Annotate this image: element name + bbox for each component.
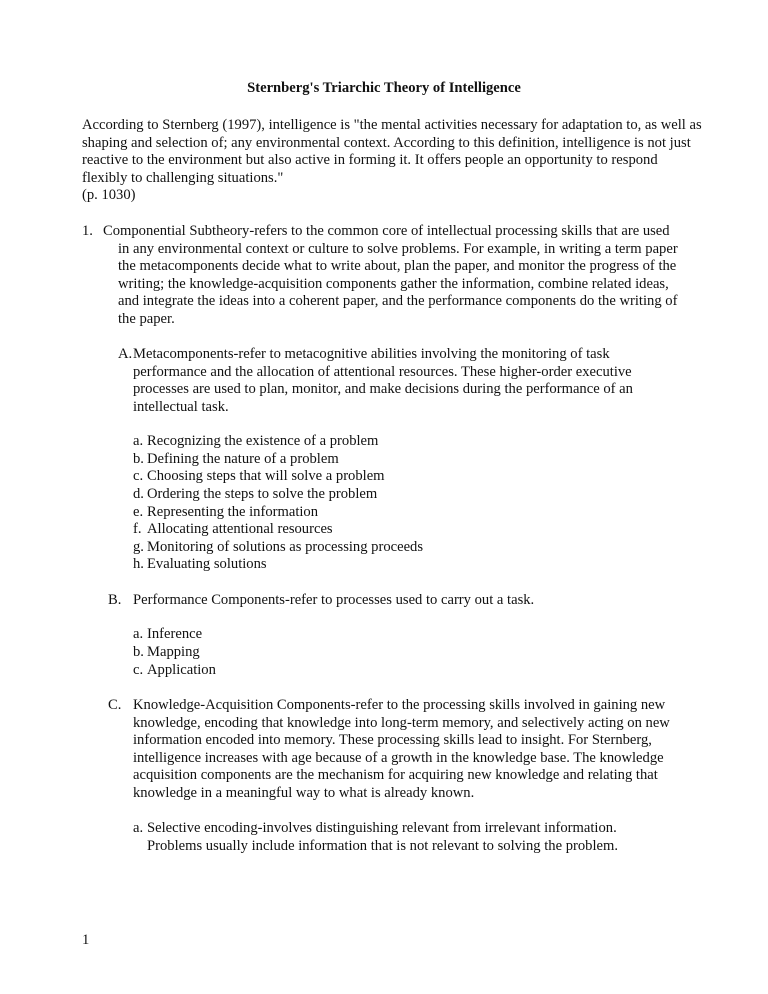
- intro-paragraph: According to Sternberg (1997), intelligence is "the mental activities necessary for adaptation to, as well as shaping and selection of; any environmental context. According to this definition, intelligence is not just reactive to the environment but also active in forming it. It offers people an opportunity to respond flexibly to challenging situations.": [82, 117, 702, 186]
- section-a-paragraph: Metacomponents-refer to metacognitive abilities involving the monitoring of task performance and the allocation of attentional resources. These higher-order executive processes are used to plan, monitor, and make decisions during the performance of an intellectual task.: [133, 346, 633, 415]
- section-a-marker: A.: [118, 346, 133, 362]
- page-title: Sternberg's Triarchic Theory of Intelligence: [247, 80, 521, 96]
- section-1-number: 1.: [82, 223, 93, 239]
- section-c-item-marker: a.: [133, 820, 144, 836]
- document-page: Sternberg's Triarchic Theory of Intelligence According to Sternberg (1997), intelligence is "the mental activities necessary for adaptation to, as well as shaping and selection of; any environmental context. According to this definition, intelligence is not just reactive to the environment but also active in forming it. It offers people an opportunity to respond flexibly to challenging situations." (p. 1030) 1. Componential Subtheory-refers to the common core of intellectual processing skills that are used in any environmental context or culture to solve problems. For example, in writing a term paper the metacomponents decide what to write about, plan the paper, and monitor the progress of the writing; the knowledge-acquisition components gather the information, combine related ideas, and integrate the ideas into a coherent paper, and the performance components do the writing of the paper. A. Metacomponents-refer to metacognitive abilities involving the monitoring of task performance and the allocation of attentional resources. These higher-order executive processes are used to plan, monitor, and make decisions during the performance of an intellectual task. a. Recognizing the existence of a problem b. Defining the nature of a problem c. Choosing steps that will solve a problem d. Ordering the steps to solve the problem e. Representing the information f. Allocating attentional resources g. Monitoring of solutions as processing proceeds h. Evaluating solutions B. Performance Components-refer to processes used to carry out a task. a. Inference b. Mapping c. Application C. Knowledge-Acquisition Components-refer to the processing skills involved in gaining new knowledge, encoding that knowledge into long-term memory, and selectively acting on new information encoded into memory. These processing skills lead to insight. For Sternberg, intelligence increases with age because of a growth in the knowledge base. The knowledge acquisition components are the mechanism for acquiring new knowledge and relating that knowledge in a meaningful way to what is already known. a. Selective encoding-involves distinguishing relevant from irrelevant information. Problems usually include information that is not relevant to solving the problem. 1: [0, 0, 768, 994]
- section-1-paragraph: Componential Subtheory-refers to the common core of intellectual processing skills that are used in any environmental context or culture to solve problems. For example, in writing a term paper the metacomponents decide what to write about, plan the paper, and monitor the progress of the writing; the knowledge-acquisition components gather the information, combine related ideas, and integrate the ideas into a coherent paper, and the performance components do the writing of the paper.: [103, 223, 678, 327]
- section-c-item-text: Selective encoding-involves distinguishing relevant from irrelevant information. Problems usually include information that is not relevant to solving the problem.: [147, 820, 618, 854]
- section-c-paragraph: Knowledge-Acquisition Components-refer to the processing skills involved in gaining new knowledge, encoding that knowledge into long-term memory, and selectively acting on new information encoded into memory. These processing skills lead to insight. For Sternberg, intelligence increases with age because of a growth in the knowledge base. The knowledge acquisition components are the mechanism for acquiring new knowledge and relating that knowledge in a meaningful way to what is already known.: [133, 697, 670, 801]
- section-b-paragraph: Performance Components-refer to processes used to carry out a task.: [133, 592, 535, 608]
- section-c-marker: C.: [108, 697, 122, 713]
- page-number: 1: [82, 932, 90, 948]
- intro-citation: (p. 1030): [82, 187, 136, 203]
- section-b-marker: B.: [108, 592, 122, 608]
